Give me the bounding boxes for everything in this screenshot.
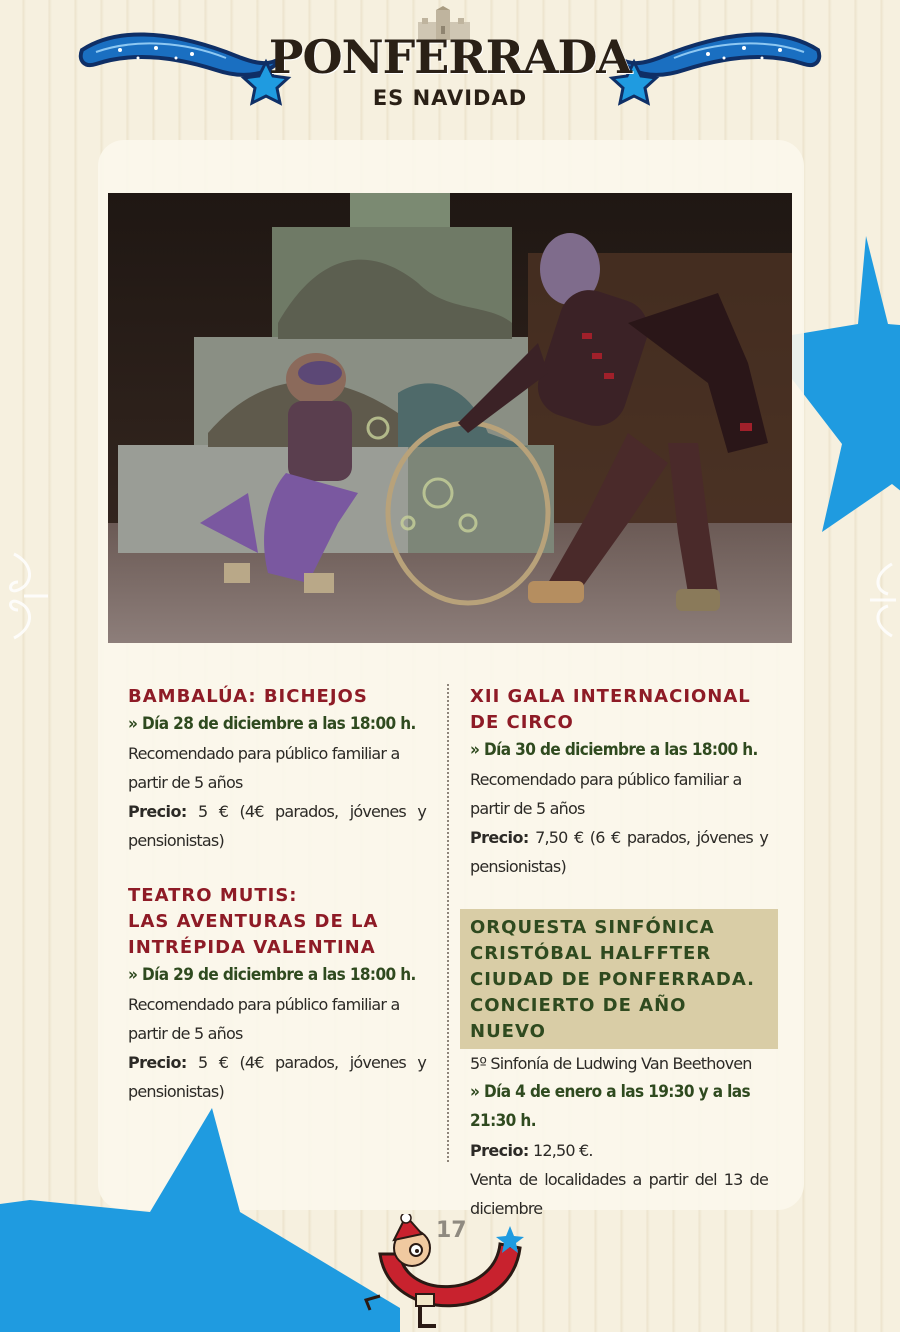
event-price [128, 1048, 426, 1106]
price-value: 12,50 €. [532, 1141, 593, 1160]
brand-title: PONFERRADA [268, 30, 632, 84]
event-title: BAMBALÚA: BICHEJOS [128, 686, 368, 707]
event-photo [108, 193, 792, 643]
ornament-icon [4, 548, 52, 644]
price-label: Precio: [470, 828, 529, 847]
events-right-column [470, 684, 768, 1251]
event-date: » Día 4 de enero a las 19:30 y a las 21:30 h. [470, 1082, 751, 1131]
event-teatro-mutis [128, 883, 426, 1106]
column-divider [447, 684, 449, 1162]
event-title-highlight [460, 909, 778, 1049]
price-value: 5 € (4€ parados, jóvenes y pensionistas) [128, 802, 426, 850]
brand-subtitle: ES NAVIDAD [372, 86, 528, 110]
event-orquesta [470, 909, 768, 1223]
event-date: » Día 30 de diciembre a las 18:00 h. [470, 740, 758, 760]
event-gala-circo [470, 684, 768, 881]
ornament-icon [866, 560, 900, 640]
page-number: 17 [436, 1218, 467, 1243]
event-price [470, 823, 768, 881]
event-program: 5º Sinfonía de Ludwing Van Beethoven [470, 1054, 752, 1073]
event-recommendation: Recomendado para público familiar a partir de 5 años [128, 995, 400, 1043]
event-title: XII GALA INTERNACIONAL DE CIRCO [470, 686, 751, 733]
event-recommendation: Recomendado para público familiar a partir de 5 años [470, 770, 742, 818]
price-value: 5 € (4€ parados, jóvenes y pensionistas) [128, 1053, 426, 1101]
event-recommendation: Recomendado para público familiar a partir de 5 años [128, 744, 400, 792]
event-sale-note: Venta de localidades a partir del 13 de diciembre [470, 1170, 768, 1218]
event-date: » Día 28 de diciembre a las 18:00 h. [128, 714, 416, 734]
price-label: Precio: [128, 802, 187, 821]
price-value: 7,50 € (6 € parados, jóvenes y pensionistas) [470, 828, 768, 876]
event-title: TEATRO MUTIS: LAS AVENTURAS DE LA INTRÉPIDA VALENTINA [128, 885, 379, 958]
price-label: Precio: [470, 1141, 529, 1160]
event-date: » Día 29 de diciembre a las 18:00 h. [128, 965, 416, 985]
event-title: ORQUESTA SINFÓNICA CRISTÓBAL HALFFTER CIUDAD DE PONFERRADA. CONCIERTO DE AÑO NUEVO [470, 917, 755, 1042]
event-bambalua [128, 684, 426, 855]
star-icon [0, 1108, 400, 1332]
price-label: Precio: [128, 1053, 187, 1072]
events-left-column [128, 684, 426, 1134]
page-header [0, 0, 900, 130]
event-price [470, 1136, 768, 1165]
event-price [128, 797, 426, 855]
